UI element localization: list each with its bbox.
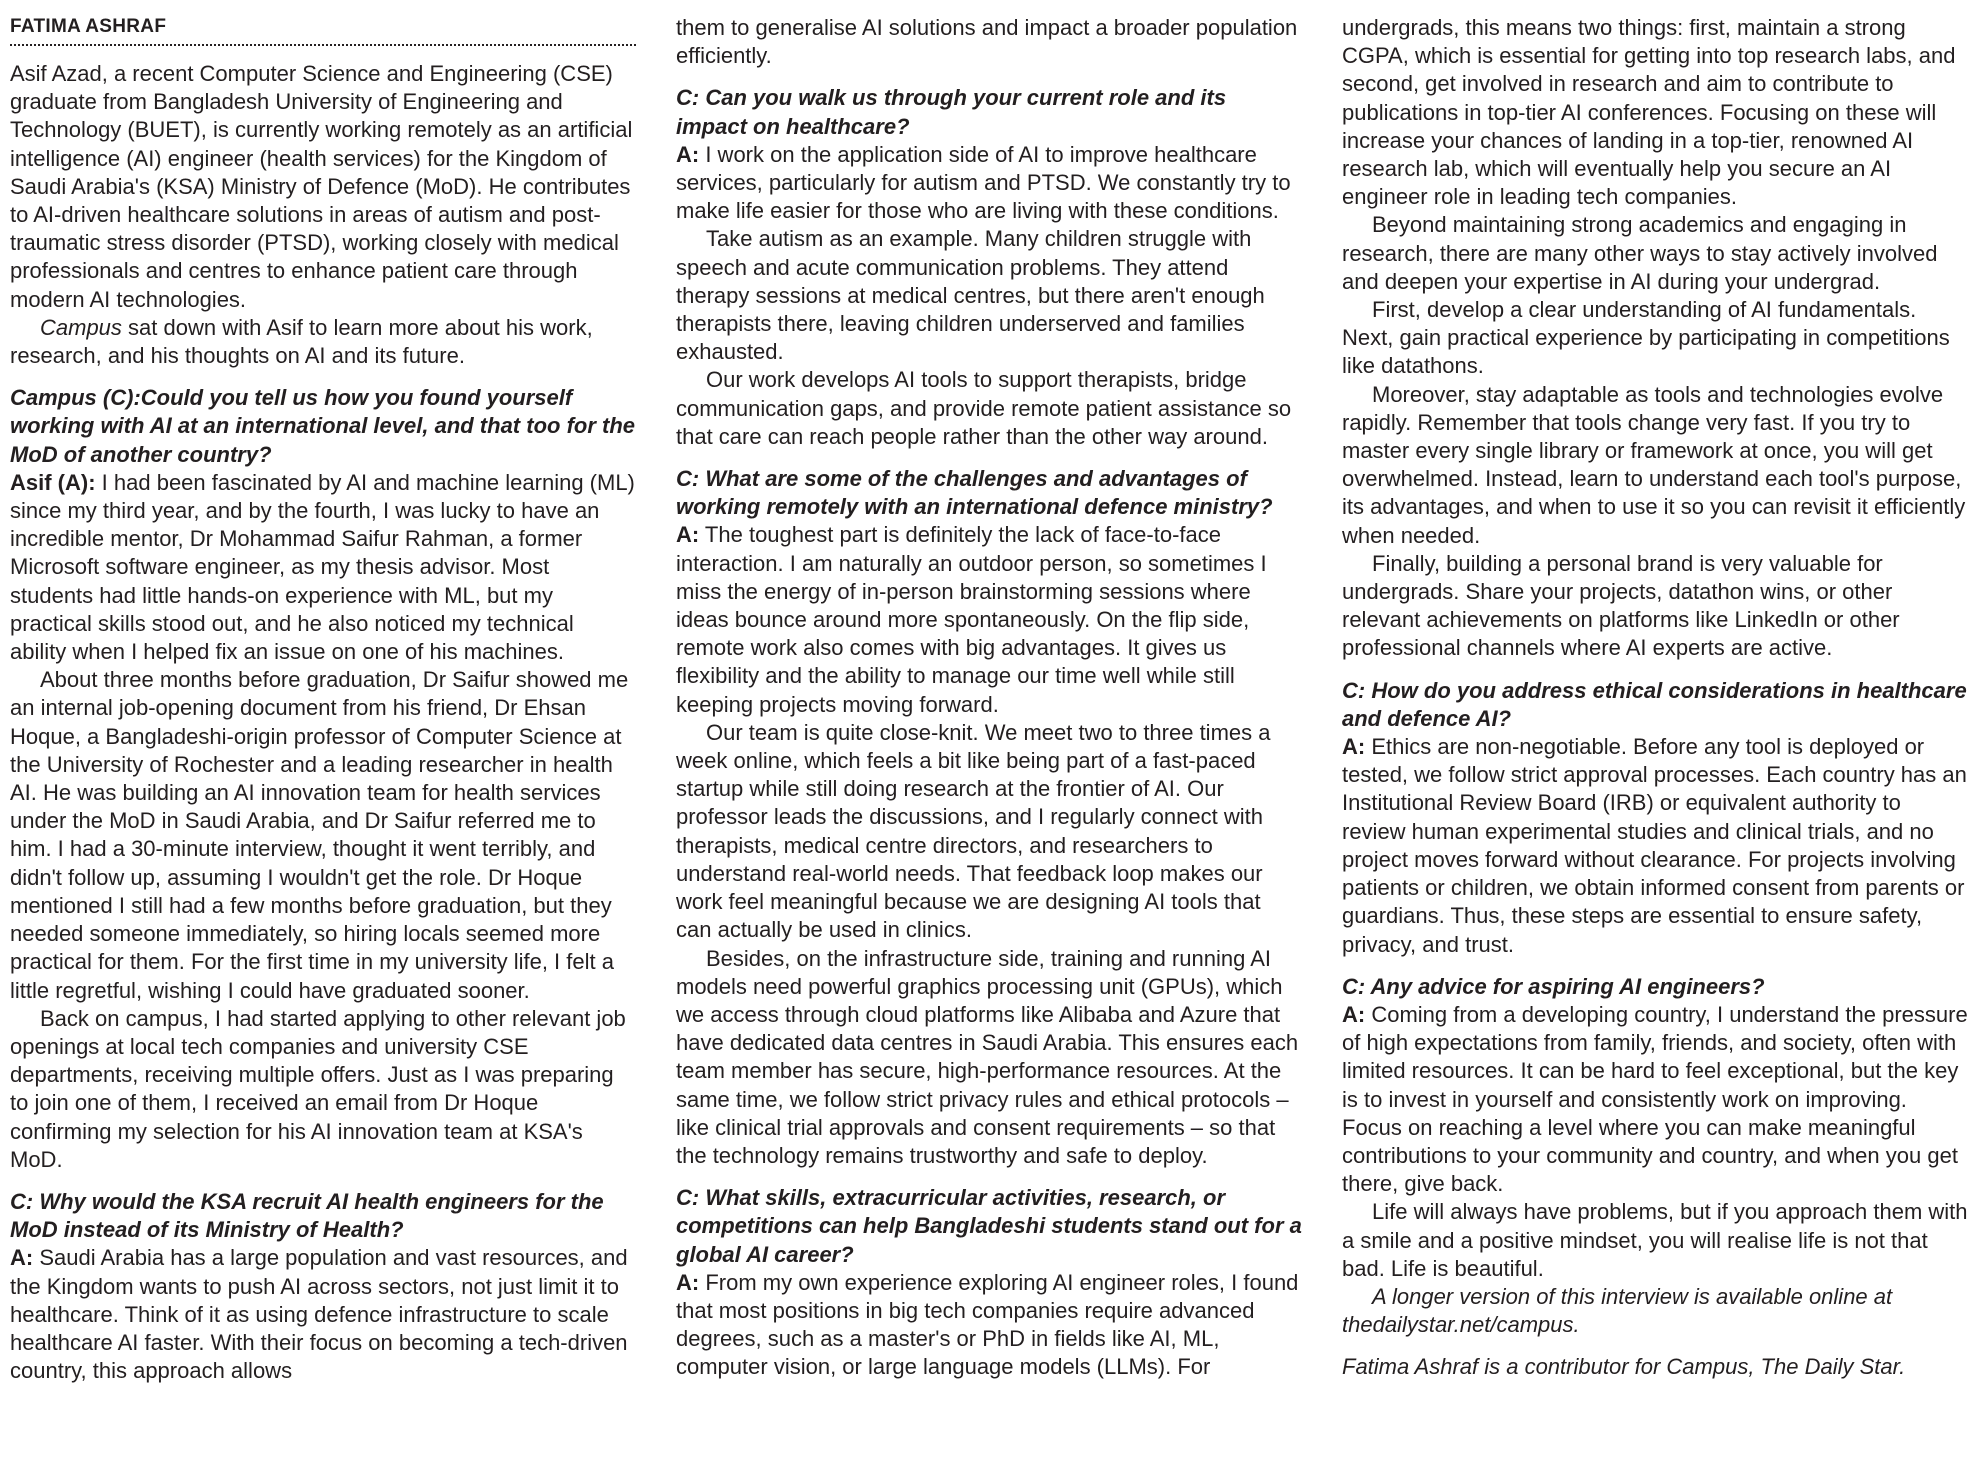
answer-3-paragraph-1 bbox=[676, 141, 1302, 226]
answer-label: A: bbox=[1342, 734, 1366, 760]
answer-text: I had been fascinated by AI and machine learning (ML) since my third year, and by the fourth, I was lucky to have an incredible mentor, Dr Mohammad Saifur Rahman, a former Microsoft software engineer, as my thesis advisor. Most students had little hands-on experience with ML, but my practical skills stood out, and he also noticed my technical ability when I helped fix an issue on one of his machines. bbox=[10, 469, 635, 665]
answer-6-paragraph-1 bbox=[1342, 733, 1968, 959]
contributor-note: Fatima Ashraf is a contributor for Campus, The Daily Star. bbox=[1342, 1354, 1906, 1380]
intro-text: sat down with Asif to learn more about his work, research, and his thoughts on AI and its future. bbox=[10, 314, 593, 369]
answer-5-paragraph-4: Moreover, stay adaptable as tools and technologies evolve rapidly. Remember that tools change very fast. If you try to master every single library or framework at once, you will get overwhelmed. Instead, learn to understand each tool's purpose, its advantages, and when to use it so you can revisit it efficiently when needed. bbox=[1342, 381, 1966, 548]
intro-paragraph-2 bbox=[10, 314, 636, 370]
answer-label: A: bbox=[1342, 1001, 1366, 1027]
answer-5-continued: undergrads, this means two things: first, maintain a strong CGPA, which is essential for getting into top research labs, and second, get involved in research and aim to contribute to publications in top-tier AI conferences. Focusing on these will increase your chances of landing in a top-tier, renowned AI research lab, which will eventually help you secure an AI engineer role in leading tech companies. bbox=[1342, 15, 1956, 210]
byline: FATIMA ASHRAF bbox=[10, 14, 636, 46]
article-page bbox=[10, 14, 1968, 1454]
answer-text: I work on the application side of AI to improve healthcare services, particularly for autism and PTSD. We constantly try to make life easier for those who are living with these conditions. bbox=[676, 141, 1291, 224]
answer-3-paragraph-3: Our work develops AI tools to support therapists, bridge communication gaps, and provide remote patient assistance so that care can reach people rather than the other way around. bbox=[676, 367, 1292, 449]
answer-1-paragraph-2: About three months before graduation, Dr Saifur showed me an internal job-opening document from his friend, Dr Ehsan Hoque, a Bangladeshi-origin professor of Computer Science at the University of Rochester and a leading researcher in health AI. He was building an AI innovation team for health services under the MoD in Saudi Arabia, and Dr Saifur referred me to him. I had a 30-minute interview, thought it went terribly, and didn't follow up, assuming I wouldn't get the role. Dr Hoque mentioned I still had a few months before graduation, but they needed someone immediately, so hiring locals seemed more practical for them. For the first time in my university life, I felt a little regretful, wishing I could have graduated sooner. bbox=[10, 667, 629, 1003]
answer-5-paragraph-2: Beyond maintaining strong academics and engaging in research, there are many other ways to stay actively involved and deepen your expertise in AI during your undergrad. bbox=[1342, 212, 1938, 294]
column-3 bbox=[1342, 14, 1968, 1454]
online-version-note: A longer version of this interview is available online at thedailystar.net/campus. bbox=[1342, 1283, 1893, 1338]
answer-4-paragraph-1 bbox=[676, 521, 1302, 718]
answer-1-paragraph-3: Back on campus, I had started applying to other relevant job openings at local tech companies and university CSE departments, receiving multiple offers. Just as I was preparing to join one of them, I received an email from Dr Hoque confirming my selection for his AI innovation team at KSA's MoD. bbox=[10, 1005, 626, 1172]
question-7: C: Any advice for aspiring AI engineers? bbox=[1342, 973, 1765, 999]
question-2: C: Why would the KSA recruit AI health engineers for the MoD instead of its Ministry of Health? bbox=[10, 1188, 604, 1243]
question-6: C: How do you address ethical considerations in healthcare and defence AI? bbox=[1342, 677, 1967, 731]
answer-text: Coming from a developing country, I understand the pressure of high expectations from family, friends, and society, often with limited resources. It can be hard to feel exceptional, but the key is to invest in yourself and consistently work on improving. Focus on reaching a level where you can make meaningful contributions to your community and country, and when you get there, give back. bbox=[1342, 1001, 1968, 1197]
question-5: C: What skills, extracurricular activities, research, or competitions can help Bangladeshi students stand out for a global AI career? bbox=[676, 1185, 1302, 1267]
answer-label: A: bbox=[676, 141, 700, 167]
answer-label: A: bbox=[10, 1245, 34, 1271]
answer-label: Asif (A): bbox=[10, 469, 96, 495]
answer-4-paragraph-2: Our team is quite close-knit. We meet two to three times a week online, which feels a bit like being part of a fast-paced startup while still doing research at the frontier of AI. Our professor leads the discussions, and I regularly connect with therapists, medical centre directors, and researchers to understand real-world needs. That feedback loop makes our work feel meaningful because we are designing AI tools that can actually be used in clinics. bbox=[676, 719, 1271, 943]
answer-text: From my own experience exploring AI engineer roles, I found that most positions in big tech companies require advanced degrees, such as a master's or PhD in fields like AI, ML, computer vision, or large language models (LLMs). For bbox=[676, 1269, 1299, 1380]
question-1: Campus (C):Could you tell us how you found yourself working with AI at an international level, and that too for the MoD of another country? bbox=[10, 385, 636, 467]
answer-2-continued: them to generalise AI solutions and impact a broader population efficiently. bbox=[676, 15, 1298, 69]
answer-5-paragraph-1 bbox=[676, 1269, 1302, 1382]
answer-5-paragraph-3: First, develop a clear understanding of AI fundamentals. Next, gain practical experience by participating in competitions like datathons. bbox=[1342, 297, 1950, 379]
campus-name: Campus bbox=[40, 314, 122, 340]
answer-label: A: bbox=[676, 1269, 700, 1295]
answer-text: Saudi Arabia has a large population and vast resources, and the Kingdom wants to push AI across sectors, not just limit it to healthcare. Think of it as using defence infrastructure to scale healthcare AI faster. With their focus on becoming a tech-driven country, this approach allows bbox=[10, 1245, 628, 1384]
answer-2-paragraph-1 bbox=[10, 1244, 636, 1385]
answer-text: Ethics are non-negotiable. Before any tool is deployed or tested, we follow strict approval processes. Each country has an Institutional Review Board (IRB) or equivalent authority to review human experimental studies and clinical trials, and no project moves forward without clearance. For projects involving patients or children, we obtain informed consent from parents or guardians. Thus, these steps are essential to ensure safety, privacy, and trust. bbox=[1342, 734, 1967, 957]
answer-7-paragraph-2: Life will always have problems, but if you approach them with a smile and a positive mindset, you will realise life is not that bad. Life is beautiful. bbox=[1342, 1199, 1968, 1281]
answer-4-paragraph-3: Besides, on the infrastructure side, training and running AI models need powerful graphics processing unit (GPUs), which we access through cloud platforms like Alibaba and Azure that have dedicated data centres in Saudi Arabia. This ensures each team member has secure, high-performance resources. At the same time, we follow strict privacy rules and ethical protocols – like clinical trial approvals and consent requirements – so that the technology remains trustworthy and safe to deploy. bbox=[676, 945, 1299, 1168]
question-4: C: What are some of the challenges and advantages of working remotely with an international defence ministry? bbox=[676, 466, 1273, 520]
question-3: C: Can you walk us through your current role and its impact on healthcare? bbox=[676, 85, 1227, 139]
intro-paragraph: Asif Azad, a recent Computer Science and Engineering (CSE) graduate from Bangladesh University of Engineering and Technology (BUET), is currently working remotely as an artificial intelligence (AI) engineer (health services) for the Kingdom of Saudi Arabia's (KSA) Ministry of Defence (MoD). He contributes to AI-driven healthcare solutions in areas of autism and post-traumatic stress disorder (PTSD), working closely with medical professionals and centres to enhance patient care through modern AI technologies. bbox=[10, 61, 633, 312]
answer-text: The toughest part is definitely the lack of face-to-face interaction. I am naturally an outdoor person, so sometimes I miss the energy of in-person brainstorming sessions where ideas bounce around more spontaneously. On the flip side, remote work also comes with big advantages. It gives us flexibility and the ability to manage our time well while still keeping projects moving forward. bbox=[676, 522, 1267, 717]
answer-3-paragraph-2: Take autism as an example. Many children struggle with speech and acute communication problems. They attend therapy sessions at medical centres, but there aren't enough therapists there, leaving children underserved and families exhausted. bbox=[676, 226, 1265, 365]
answer-1-paragraph-1 bbox=[10, 469, 636, 666]
answer-label: A: bbox=[676, 522, 700, 548]
answer-5-paragraph-5: Finally, building a personal brand is very valuable for undergrads. Share your projects, datathon wins, or other relevant achievements on platforms like LinkedIn or other professional channels where AI experts are active. bbox=[1342, 550, 1900, 661]
column-1 bbox=[10, 14, 636, 1454]
answer-7-paragraph-1 bbox=[1342, 1001, 1968, 1198]
column-2 bbox=[676, 14, 1302, 1454]
